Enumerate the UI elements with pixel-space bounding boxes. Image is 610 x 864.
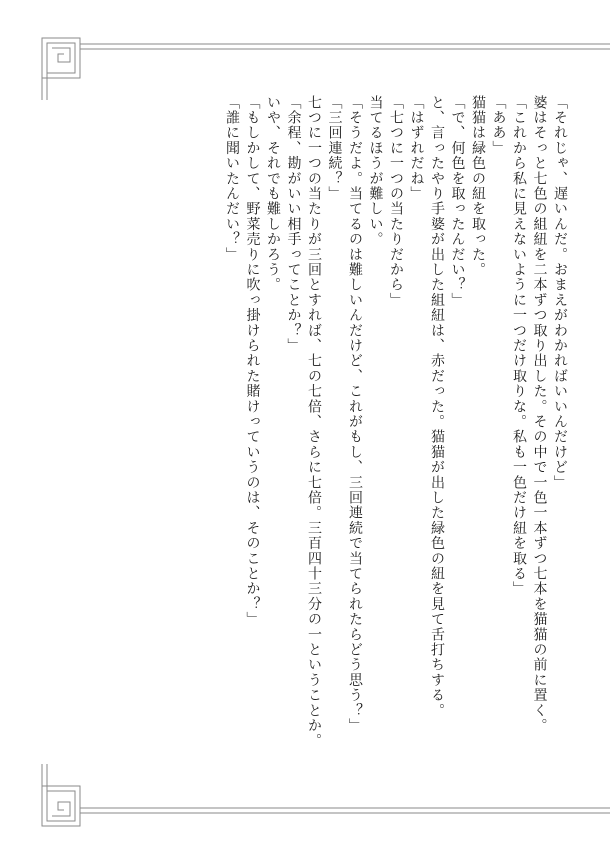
text-line: 「ああ」 xyxy=(490,95,507,156)
text-line: 「これから私に見えないように一つだけ取りな。私も一色だけ紐を取る」 xyxy=(511,95,527,597)
text-line: 婆はそっと七色の組紐を二本ずつ取り出した。その中で一色一本ずつ七本を猫猫の前に置く。 xyxy=(531,95,548,734)
text-line: 「もしかして、野菜売りに吹っ掛けられた賭けっていうのは、そのことか？」 xyxy=(244,95,261,627)
text-line: 当てるほうが難しい。 xyxy=(367,95,384,247)
text-line: 「三回連続？」 xyxy=(326,95,343,202)
body-text xyxy=(60,95,570,775)
text-line: 「そうだよ。当てるのは難しいんだけど、これがもし、三回連続で当てられたらどう思う？」 xyxy=(347,95,363,734)
text-line: と、言ったやり手婆が出した組紐は、赤だった。猫猫が出した緑色の紐を見て舌打ちする。 xyxy=(429,95,445,719)
vertical-text-columns xyxy=(222,95,571,775)
text-line: 「で、何色を取ったんだい？」 xyxy=(449,95,466,308)
text-line: 七つに一つの当たりが三回とすれば、七の七倍、さらに七倍。三百四十三分の一ということか。 xyxy=(306,95,322,749)
text-line: 「誰に聞いたんだい？」 xyxy=(224,95,240,263)
text-line: 猫猫は緑色の紐を取った。 xyxy=(470,95,486,278)
top-left-corner-ornament xyxy=(42,38,80,100)
text-line: 「それじゃ、遅いんだ。おまえがわかればいいんだけど」 xyxy=(552,95,568,491)
text-line: 「余程、勘がいい相手ってことか？」 xyxy=(285,95,302,354)
text-line: 「はずれだね」 xyxy=(408,95,425,202)
text-line: 「七つに一つの当たりだから」 xyxy=(388,95,404,308)
text-line: いや、それでも難しかろう。 xyxy=(265,95,281,293)
